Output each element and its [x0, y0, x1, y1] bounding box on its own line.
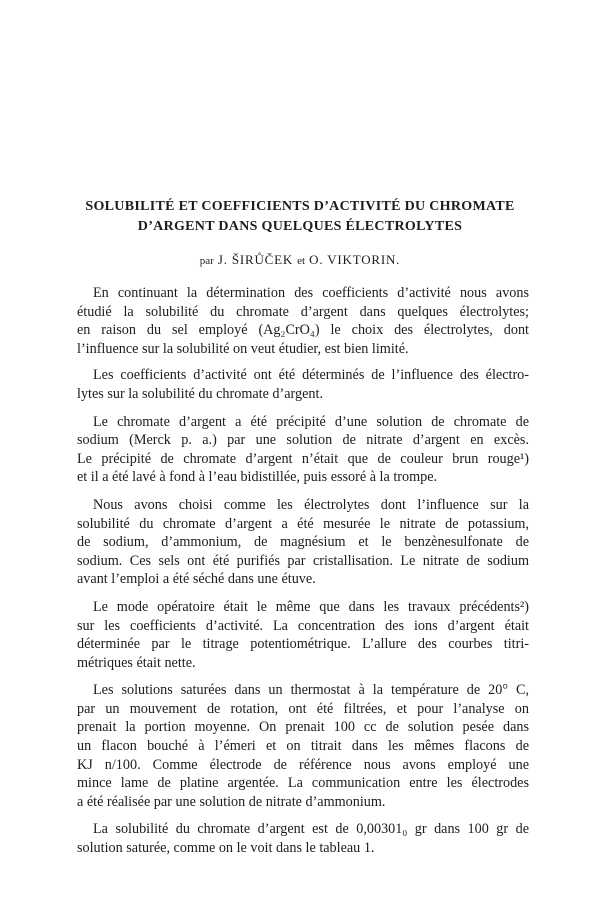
text-line: avant l’emploi a été séché dans une étuve. [77, 571, 316, 588]
text-line: sodium (Merck p. a.) par une solution de nitrate d’argent en excès. [77, 432, 529, 449]
text-line: par un mouvement de rotation, ont été filtrées, et pour l’analyse on [77, 700, 529, 717]
text-line: La solubilité du chromate d’argent est de 0,00301₀ gr dans 100 gr de [93, 821, 529, 838]
text-line: Nous avons choisi comme les électrolytes dont l’influence sur la [93, 496, 529, 513]
paragraph-1 [77, 284, 529, 358]
text-line: déterminée par le titrage potentiométrique. L’allure des courbes titri- [77, 636, 529, 653]
text-line: sur les coefficients d’activité. La concentration des ions d’argent était [77, 617, 529, 634]
author-1: J. ŠIRŮČEK [217, 252, 294, 267]
paragraph-3 [77, 413, 529, 487]
text-line: Le chromate d’argent a été précipité d’une solution de chromate de [93, 413, 529, 430]
paragraph-4 [77, 496, 529, 589]
text-line: et il a été lavé à fond à l’eau bidistillée, puis essoré à la trompe. [77, 469, 438, 486]
text-line: En continuant la détermination des coefficients d’activité nous avons [93, 285, 529, 301]
text-line: mince lame de platine argentée. La communication entre les électrodes [77, 775, 529, 792]
text-line: KJ n/100. Comme électrode de référence nous avons employé une [77, 756, 529, 773]
text-line: Le mode opératoire était le même que dans les travaux précédents²) [93, 598, 529, 615]
author-2: O. VIKTORIN. [309, 252, 401, 267]
text-line: prenait la portion moyenne. On prenait 100 cc de solution pesée dans [77, 719, 529, 736]
byline [40, 252, 560, 268]
paragraph-5 [77, 598, 529, 672]
text-line: Les coefficients d’activité ont été déterminés de l’influence des électro- [93, 367, 529, 384]
text-line: étudié la solubilité du chromate d’argent dans quelques électrolytes; [77, 303, 529, 320]
paragraph-6 [77, 681, 529, 811]
text-line: solubilité du chromate d’argent a été mesurée le nitrate de potassium, [77, 515, 529, 532]
text-line: de sodium, d’ammonium, de magnésium et le benzènesulfonate de [77, 534, 529, 551]
paragraph-2 [77, 366, 529, 403]
byline-et: et [297, 255, 306, 267]
text-line: solution saturée, comme on le voit dans le tableau 1. [77, 840, 375, 857]
text-line: sodium. Ces sels ont été purifiés par cristallisation. Le nitrate de sodium [77, 552, 529, 569]
text-line: métriques était nette. [77, 654, 196, 671]
text-line: lytes sur la solubilité du chromate d’argent. [77, 385, 323, 402]
article-body [77, 284, 529, 858]
byline-par: par [199, 255, 214, 267]
text-line: Les solutions saturées dans un thermostat à la température de 20° C, [93, 682, 529, 699]
article-title-line-2: D’ARGENT DANS QUELQUES ÉLECTROLYTES [137, 219, 463, 234]
text-line: en raison du sel employé (Ag₂CrO₄) le choix des électrolytes, dont [77, 322, 529, 339]
paragraph-7 [77, 820, 529, 857]
text-line: un flacon bouché à l’émeri et on titrait dans les mêmes flacons de [77, 738, 529, 755]
article-title-line-1: SOLUBILITÉ ET COEFFICIENTS D’ACTIVITÉ DU CHROMATE [85, 199, 515, 214]
text-line: Le précipité de chromate d’argent n’était que de couleur brun rouge¹) [77, 450, 529, 467]
text-line: a été réalisée par une solution de nitrate d’ammonium. [77, 793, 386, 810]
text-line: l’influence sur la solubilité on veut étudier, est bien limité. [77, 340, 409, 357]
